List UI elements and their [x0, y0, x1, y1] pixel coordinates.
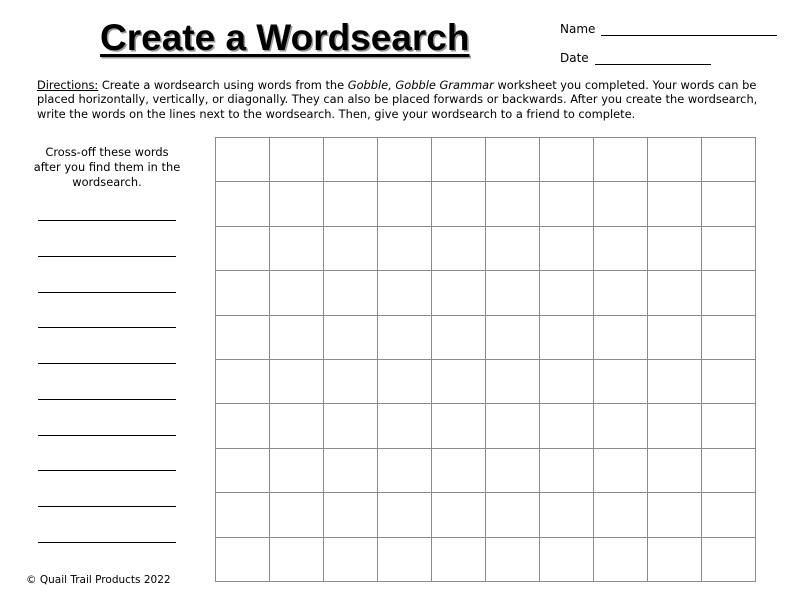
- word-write-line[interactable]: [38, 399, 176, 435]
- grid-cell[interactable]: [486, 449, 540, 493]
- grid-cell[interactable]: [702, 316, 756, 360]
- grid-cell[interactable]: [324, 493, 378, 537]
- grid-cell[interactable]: [702, 493, 756, 537]
- grid-cell[interactable]: [540, 449, 594, 493]
- word-write-line[interactable]: [38, 542, 176, 578]
- grid-cell[interactable]: [270, 271, 324, 315]
- grid-cell[interactable]: [432, 538, 486, 582]
- grid-cell[interactable]: [540, 493, 594, 537]
- grid-cell[interactable]: [648, 271, 702, 315]
- grid-cell[interactable]: [324, 271, 378, 315]
- grid-cell[interactable]: [702, 271, 756, 315]
- grid-cell[interactable]: [648, 404, 702, 448]
- grid-cell[interactable]: [324, 449, 378, 493]
- grid-cell[interactable]: [486, 316, 540, 360]
- directions-label: Directions:: [37, 78, 99, 92]
- date-line: [595, 52, 711, 65]
- worksheet-reference: Gobble, Gobble Grammar: [347, 78, 494, 92]
- word-write-line[interactable]: [38, 292, 176, 328]
- grid-cell[interactable]: [324, 138, 378, 182]
- word-write-line[interactable]: [38, 470, 176, 506]
- word-list-lines: [38, 220, 176, 578]
- grid-cell[interactable]: [324, 360, 378, 404]
- grid-cell[interactable]: [216, 360, 270, 404]
- grid-cell[interactable]: [432, 271, 486, 315]
- worksheet-title: Create a Wordsearch: [100, 17, 470, 58]
- grid-cell[interactable]: [594, 271, 648, 315]
- grid-cell[interactable]: [324, 404, 378, 448]
- grid-cell[interactable]: [270, 227, 324, 271]
- grid-cell[interactable]: [702, 227, 756, 271]
- grid-cell[interactable]: [378, 449, 432, 493]
- grid-cell[interactable]: [270, 493, 324, 537]
- grid-cell[interactable]: [378, 271, 432, 315]
- grid-cell[interactable]: [540, 227, 594, 271]
- grid-cell[interactable]: [702, 449, 756, 493]
- grid-cell[interactable]: [540, 360, 594, 404]
- grid-cell[interactable]: [216, 271, 270, 315]
- grid-cell[interactable]: [702, 360, 756, 404]
- grid-cell[interactable]: [378, 493, 432, 537]
- grid-cell[interactable]: [432, 182, 486, 226]
- grid-cell[interactable]: [378, 538, 432, 582]
- directions-paragraph: [37, 78, 767, 121]
- grid-cell[interactable]: [648, 360, 702, 404]
- word-write-line[interactable]: [38, 363, 176, 399]
- date-field: [560, 51, 711, 65]
- grid-cell[interactable]: [594, 182, 648, 226]
- grid-cell[interactable]: [324, 182, 378, 226]
- grid-cell[interactable]: [486, 138, 540, 182]
- grid-cell[interactable]: [378, 138, 432, 182]
- grid-cell[interactable]: [594, 138, 648, 182]
- grid-cell[interactable]: [216, 493, 270, 537]
- grid-cell[interactable]: [648, 227, 702, 271]
- grid-cell[interactable]: [378, 227, 432, 271]
- grid-cell[interactable]: [486, 271, 540, 315]
- grid-cell[interactable]: [540, 138, 594, 182]
- grid-cell[interactable]: [648, 182, 702, 226]
- grid-cell[interactable]: [648, 316, 702, 360]
- word-write-line[interactable]: [38, 435, 176, 471]
- grid-cell[interactable]: [432, 316, 486, 360]
- grid-cell[interactable]: [432, 360, 486, 404]
- grid-cell[interactable]: [216, 449, 270, 493]
- grid-cell[interactable]: [702, 538, 756, 582]
- directions-text-2: worksheet you completed. Your words can be placed horizontally, vertically, or diagonally. They can also be placed forwards or backwards. After you create the wordsearch, write the words on the lines next to the wordsearch. Then, give your wordsearch to a friend to complete.: [37, 78, 758, 121]
- grid-cell[interactable]: [378, 360, 432, 404]
- grid-cell[interactable]: [486, 360, 540, 404]
- name-line: [601, 23, 777, 36]
- grid-cell[interactable]: [216, 182, 270, 226]
- copyright-notice: © Quail Trail Products 2022: [26, 574, 171, 586]
- grid-cell[interactable]: [648, 493, 702, 537]
- grid-cell[interactable]: [594, 493, 648, 537]
- grid-cell[interactable]: [486, 493, 540, 537]
- grid-cell[interactable]: [216, 538, 270, 582]
- grid-cell[interactable]: [270, 360, 324, 404]
- grid-cell[interactable]: [594, 404, 648, 448]
- grid-cell[interactable]: [378, 404, 432, 448]
- grid-cell[interactable]: [702, 404, 756, 448]
- grid-cell[interactable]: [270, 138, 324, 182]
- grid-cell[interactable]: [432, 138, 486, 182]
- grid-cell[interactable]: [270, 404, 324, 448]
- grid-cell[interactable]: [648, 538, 702, 582]
- grid-cell[interactable]: [486, 404, 540, 448]
- grid-cell[interactable]: [432, 227, 486, 271]
- grid-cell[interactable]: [648, 138, 702, 182]
- grid-cell[interactable]: [216, 138, 270, 182]
- grid-cell[interactable]: [540, 182, 594, 226]
- grid-cell[interactable]: [540, 538, 594, 582]
- directions-text-1: Create a wordsearch using words from the: [98, 78, 348, 92]
- grid-cell[interactable]: [216, 404, 270, 448]
- grid-cell[interactable]: [432, 493, 486, 537]
- date-label: Date: [560, 51, 589, 65]
- grid-cell[interactable]: [594, 360, 648, 404]
- word-write-line[interactable]: [38, 220, 176, 256]
- word-write-line[interactable]: [38, 506, 176, 542]
- grid-cell[interactable]: [324, 316, 378, 360]
- grid-cell[interactable]: [270, 449, 324, 493]
- grid-cell[interactable]: [378, 182, 432, 226]
- grid-cell[interactable]: [540, 271, 594, 315]
- grid-cell[interactable]: [540, 316, 594, 360]
- grid-cell[interactable]: [270, 316, 324, 360]
- grid-cell[interactable]: [216, 316, 270, 360]
- grid-cell[interactable]: [594, 449, 648, 493]
- grid-cell[interactable]: [594, 227, 648, 271]
- grid-cell[interactable]: [270, 538, 324, 582]
- grid-cell[interactable]: [486, 227, 540, 271]
- grid-cell[interactable]: [648, 449, 702, 493]
- grid-cell[interactable]: [486, 538, 540, 582]
- name-field: [560, 22, 777, 36]
- grid-cell[interactable]: [702, 182, 756, 226]
- name-label: Name: [560, 22, 596, 36]
- grid-cell[interactable]: [432, 404, 486, 448]
- grid-cell[interactable]: [432, 449, 486, 493]
- grid-cell[interactable]: [324, 227, 378, 271]
- grid-cell[interactable]: [270, 182, 324, 226]
- word-write-line[interactable]: [38, 327, 176, 363]
- grid-cell[interactable]: [594, 538, 648, 582]
- grid-cell[interactable]: [378, 316, 432, 360]
- grid-cell[interactable]: [486, 182, 540, 226]
- grid-cell[interactable]: [216, 227, 270, 271]
- grid-cell[interactable]: [702, 138, 756, 182]
- crossoff-instruction: Cross-off these words after you find them in the wordsearch.: [33, 145, 181, 189]
- word-write-line[interactable]: [38, 256, 176, 292]
- wordsearch-grid: [215, 137, 756, 582]
- grid-cell[interactable]: [324, 538, 378, 582]
- grid-cell[interactable]: [594, 316, 648, 360]
- grid-cell[interactable]: [540, 404, 594, 448]
